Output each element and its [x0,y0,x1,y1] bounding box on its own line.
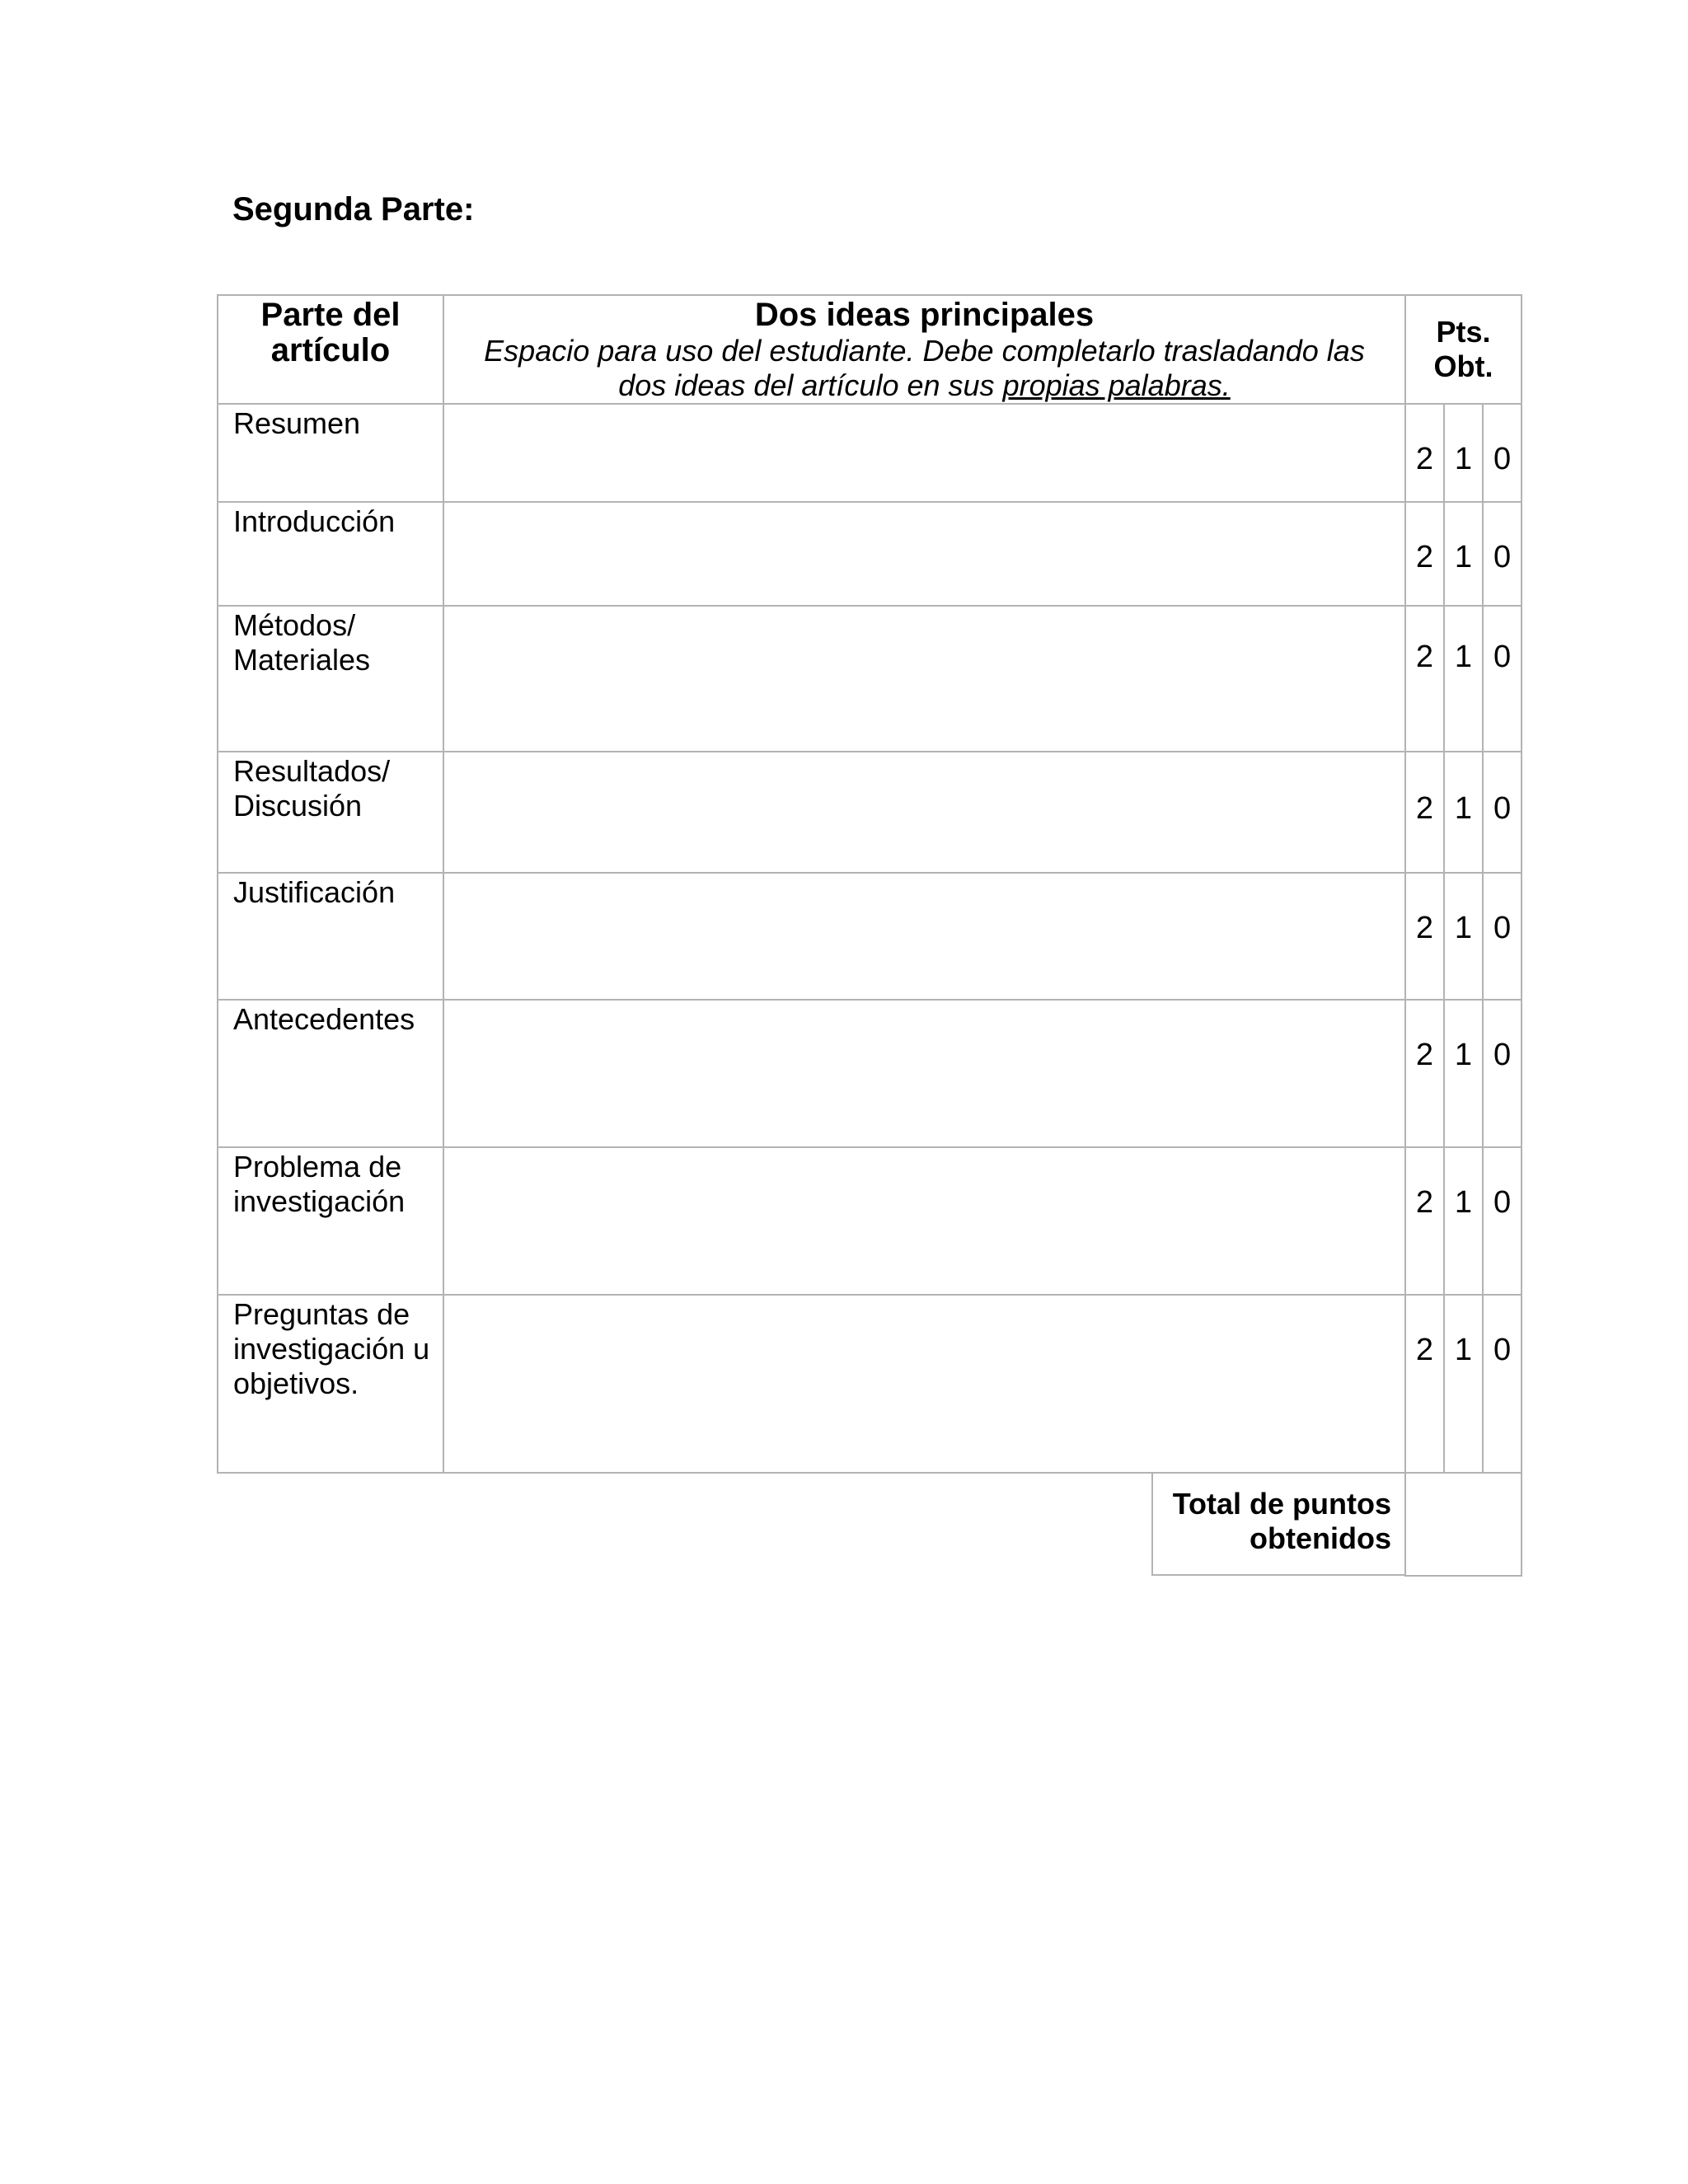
table-row [218,606,1522,752]
table-row [218,752,1522,873]
header-ideas-note [444,334,1404,403]
points-option-1[interactable]: 1 [1444,1147,1483,1295]
table-row [218,1147,1522,1295]
total-label-row [443,1474,1404,1576]
points-option-1[interactable]: 1 [1444,1295,1483,1473]
row-label-antecedentes: Antecedentes [218,1000,443,1147]
header-ideas-note-text: Espacio para uso del estudiante. Debe completarlo trasladando las dos ideas del artículo en sus [484,334,1365,402]
row-label-justificacion: Justificación [218,873,443,1000]
student-answer-cell[interactable] [443,1147,1405,1295]
total-row [218,1473,1522,1576]
student-answer-cell[interactable] [443,1000,1405,1147]
points-option-2[interactable]: 2 [1405,873,1444,1000]
rubric-table [217,294,1522,1577]
points-option-2[interactable]: 2 [1405,404,1444,502]
points-option-2[interactable]: 2 [1405,1295,1444,1473]
points-option-1[interactable]: 1 [1444,606,1483,752]
row-label-problema: Problema de investigación [218,1147,443,1295]
points-option-1[interactable]: 1 [1444,752,1483,873]
row-label-introduccion: Introducción [218,502,443,606]
points-option-2[interactable]: 2 [1405,606,1444,752]
header-points: Pts. Obt. [1405,295,1522,404]
table-row [218,1295,1522,1473]
points-option-2[interactable]: 2 [1405,502,1444,606]
points-option-0[interactable]: 0 [1483,873,1522,1000]
points-option-1[interactable]: 1 [1444,404,1483,502]
points-option-1[interactable]: 1 [1444,873,1483,1000]
points-option-0[interactable]: 0 [1483,502,1522,606]
header-row [218,295,1522,404]
points-option-0[interactable]: 0 [1483,1295,1522,1473]
total-label: Total de puntos obtenidos [1151,1474,1404,1576]
table-row [218,502,1522,606]
points-option-1[interactable]: 1 [1444,1000,1483,1147]
student-answer-cell[interactable] [443,606,1405,752]
table-row [218,1000,1522,1147]
points-option-0[interactable]: 0 [1483,606,1522,752]
header-part: Parte del artículo [218,295,443,404]
total-points-cell[interactable] [1405,1473,1522,1576]
row-label-resultados: Resultados/ Discusión [218,752,443,873]
row-label-metodos: Métodos/ Materiales [218,606,443,752]
row-label-preguntas: Preguntas de investigación u objetivos. [218,1295,443,1473]
table-row [218,873,1522,1000]
header-ideas [443,295,1405,404]
student-answer-cell[interactable] [443,404,1405,502]
header-ideas-title: Dos ideas principales [754,297,1095,333]
student-answer-cell[interactable] [443,502,1405,606]
total-spacer [218,1473,443,1576]
section-title: Segunda Parte: [232,191,475,227]
row-label-resumen: Resumen [218,404,443,502]
points-option-2[interactable]: 2 [1405,752,1444,873]
points-option-1[interactable]: 1 [1444,502,1483,606]
header-ideas-note-underlined: propias palabras. [1002,368,1231,402]
student-answer-cell[interactable] [443,873,1405,1000]
student-answer-cell[interactable] [443,752,1405,873]
table-row [218,404,1522,502]
points-option-0[interactable]: 0 [1483,1000,1522,1147]
points-option-2[interactable]: 2 [1405,1147,1444,1295]
student-answer-cell[interactable] [443,1295,1405,1473]
points-option-2[interactable]: 2 [1405,1000,1444,1147]
points-option-0[interactable]: 0 [1483,404,1522,502]
points-option-0[interactable]: 0 [1483,752,1522,873]
points-option-0[interactable]: 0 [1483,1147,1522,1295]
total-label-wrap [443,1473,1405,1576]
